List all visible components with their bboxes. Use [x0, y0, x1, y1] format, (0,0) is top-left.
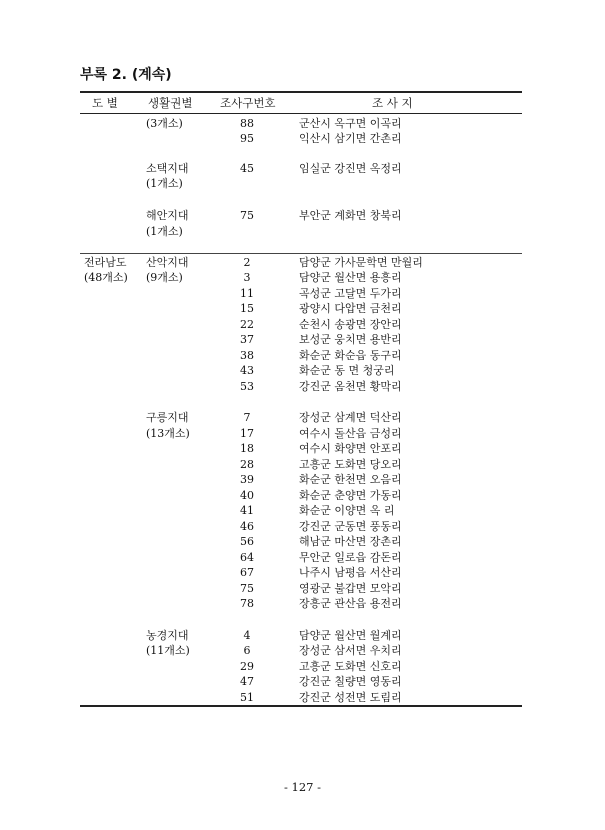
table-cell-zone: (1개소): [146, 225, 183, 238]
table-cell-number: 15: [240, 302, 254, 315]
table-cell-number: 17: [240, 427, 254, 440]
table-cell-site: 나주시 남평읍 서산리: [299, 566, 402, 579]
table-cell-zone: (1개소): [146, 177, 183, 190]
table-cell-number: 67: [240, 566, 254, 579]
table-cell-site: 강진군 성전면 도림리: [299, 691, 402, 704]
table-bottom-rule: [80, 705, 522, 707]
table-cell-number: 43: [240, 364, 254, 377]
page-heading: 부록 2. (계속): [80, 67, 172, 83]
table-cell-site: 여수시 돌산읍 금성리: [299, 427, 402, 440]
table-cell-zone: 농경지대: [146, 629, 189, 642]
table-cell-site: 담양군 월산면 월계리: [299, 629, 402, 642]
table-cell-number: 51: [240, 691, 254, 704]
table-cell-province: (48개소): [84, 271, 128, 284]
table-cell-site: 장성군 삼계면 덕산리: [299, 411, 402, 424]
table-cell-number: 53: [240, 380, 254, 393]
table-cell-number: 28: [240, 458, 254, 471]
table-cell-zone: (13개소): [146, 427, 190, 440]
table-cell-number: 6: [243, 644, 251, 657]
table-cell-site: 광양시 다압면 금천리: [299, 302, 402, 315]
table-cell-number: 39: [240, 473, 254, 486]
table-cell-site: 곡성군 고달면 두가리: [299, 287, 402, 300]
table-cell-site: 여수시 화양면 안포리: [299, 442, 402, 455]
table-cell-site: 화순군 화순읍 동구리: [299, 349, 402, 362]
table-cell-site: 장성군 삼서면 우치리: [299, 644, 402, 657]
table-cell-site: 해남군 마산면 장촌리: [299, 535, 402, 548]
table-cell-number: 11: [240, 287, 254, 300]
table-cell-zone: 산악지대: [146, 256, 189, 269]
table-cell-number: 46: [240, 520, 254, 533]
table-cell-site: 강진군 옴천면 황막리: [299, 380, 402, 393]
header-zone: 생활권별: [148, 96, 193, 110]
header-province: 도 별: [92, 96, 118, 110]
table-cell-number: 3: [243, 271, 251, 284]
table-cell-number: 29: [240, 660, 254, 673]
table-cell-number: 95: [240, 132, 254, 145]
table-cell-site: 익산시 삼기면 간촌리: [299, 132, 402, 145]
table-cell-number: 22: [240, 318, 254, 331]
table-cell-zone: 구릉지대: [146, 411, 189, 424]
table-cell-number: 2: [243, 256, 251, 269]
table-cell-number: 18: [240, 442, 254, 455]
table-cell-number: 56: [240, 535, 254, 548]
table-cell-site: 보성군 웅치면 용반리: [299, 333, 402, 346]
table-cell-number: 64: [240, 551, 254, 564]
table-cell-site: 화순군 동 면 청궁리: [299, 364, 395, 377]
table-cell-zone: (11개소): [146, 644, 190, 657]
table-cell-site: 담양군 월산면 용흥리: [299, 271, 402, 284]
table-cell-zone: 해안지대: [146, 209, 189, 222]
table-top-rule: [80, 91, 522, 93]
table-cell-site: 고흥군 도화면 당오리: [299, 458, 402, 471]
table-cell-number: 75: [240, 209, 254, 222]
page-number: - 127 -: [283, 780, 322, 794]
table-cell-site: 담양군 가사문학면 만월리: [299, 256, 423, 269]
table-cell-number: 38: [240, 349, 254, 362]
province-separator-rule: [80, 253, 522, 254]
table-cell-number: 41: [240, 504, 254, 517]
table-cell-number: 75: [240, 582, 254, 595]
table-cell-site: 강진군 군동면 풍동리: [299, 520, 402, 533]
table-cell-number: 45: [240, 162, 254, 175]
table-cell-site: 임실군 강진면 옥정리: [299, 162, 402, 175]
table-cell-zone: (9개소): [146, 271, 183, 284]
table-cell-site: 무안군 일로읍 감돈리: [299, 551, 402, 564]
table-cell-number: 7: [243, 411, 251, 424]
table-cell-province: 전라남도: [84, 256, 127, 269]
header-number: 조사구번호: [220, 96, 276, 110]
table-cell-zone: 소택지대: [146, 162, 189, 175]
header-site: 조 사 지: [372, 96, 413, 110]
table-cell-number: 40: [240, 489, 254, 502]
table-cell-site: 순천시 송광면 장안리: [299, 318, 402, 331]
table-cell-number: 78: [240, 597, 254, 610]
table-cell-site: 화순군 이양면 옥 리: [299, 504, 395, 517]
table-header-rule: [80, 113, 522, 114]
table-cell-number: 37: [240, 333, 254, 346]
table-cell-site: 장흥군 관산읍 용전리: [299, 597, 402, 610]
table-cell-site: 강진군 칠량면 영동리: [299, 675, 402, 688]
table-cell-site: 군산시 옥구면 이곡리: [299, 117, 402, 130]
table-cell-site: 영광군 불갑면 모악리: [299, 582, 402, 595]
table-cell-number: 4: [243, 629, 251, 642]
table-cell-zone: (3개소): [146, 117, 183, 130]
table-cell-number: 88: [240, 117, 254, 130]
table-cell-site: 부안군 계화면 창북리: [299, 209, 402, 222]
table-cell-site: 고흥군 도화면 신호리: [299, 660, 402, 673]
table-cell-site: 화순군 춘양면 가동리: [299, 489, 402, 502]
table-cell-site: 화순군 한천면 오음리: [299, 473, 402, 486]
table-cell-number: 47: [240, 675, 254, 688]
